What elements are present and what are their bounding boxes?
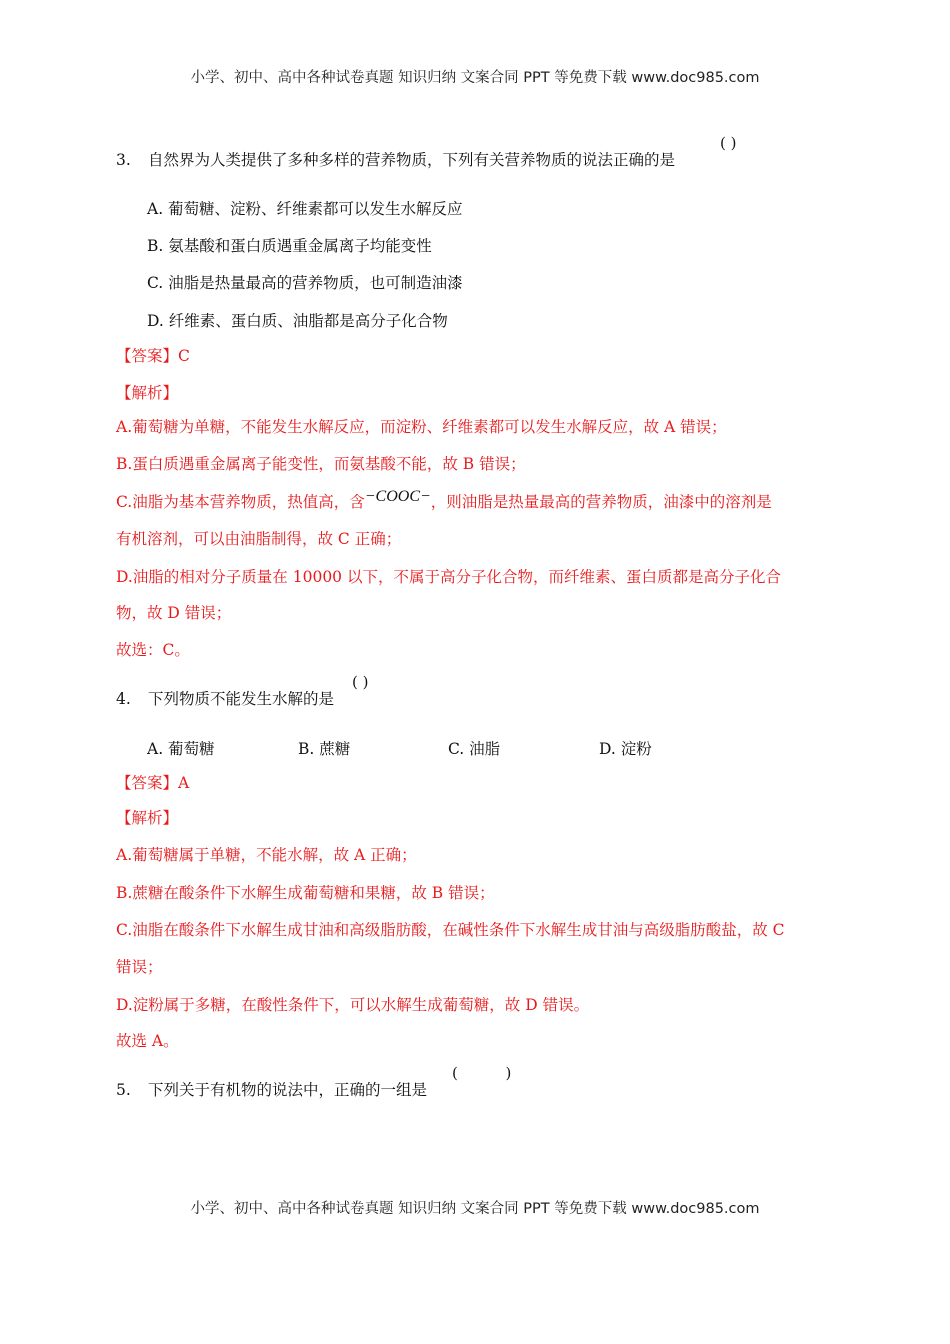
analysis-line: D.淀粉属于多糖，在酸性条件下，可以水解生成葡萄糖，故 D 错误。 [116,996,590,1014]
analysis-conclusion: 故选 A。 [116,1032,179,1050]
option-a: A. 葡萄糖、淀粉、纤维素都可以发生水解反应 [147,200,463,218]
answer-label: 【答案】A [116,774,190,792]
analysis-line: 物，故 D 错误； [116,604,232,622]
question-number: 5. [116,1081,131,1099]
option-b: B. 蔗糖 [298,740,351,758]
answer-paren: ( ) [452,1064,512,1082]
option-d: D. 纤维素、蛋白质、油脂都是高分子化合物 [147,312,448,330]
analysis-line: 错误； [116,958,163,976]
question-5-stem [116,1080,427,1100]
option-c: C. 油脂 [448,740,501,758]
option-c: C. 油脂是热量最高的营养物质，也可制造油漆 [147,274,463,292]
page-footer: 小学、初中、高中各种试卷真题 知识归纳 文案合同 PPT 等免费下载 www.doc985.com [190,1201,760,1217]
analysis-label: 【解析】 [116,384,179,402]
analysis-line: C.油脂在酸条件下水解生成甘油和高级脂肪酸，在碱性条件下水解生成甘油与高级脂肪酸盐，故 C [116,921,785,939]
answer-label: 【答案】C [116,347,190,365]
option-b: B. 氨基酸和蛋白质遇重金属离子均能变性 [147,237,432,255]
answer-paren: ( ) [352,673,369,691]
question-text: 下列关于有机物的说法中，正确的一组是 [148,1081,428,1099]
question-text: 下列物质不能发生水解的是 [148,690,335,708]
analysis-line: 有机溶剂，可以由油脂制得，故 C 正确； [116,530,402,548]
question-3-stem [116,150,675,170]
analysis-line: A.葡萄糖属于单糖，不能水解，故 A 正确； [116,846,417,864]
question-number: 4. [116,690,131,708]
analysis-line: D.油脂的相对分子质量在 10000 以下，不属于高分子化合物，而纤维素、蛋白质都是高分子化合 [116,568,781,586]
analysis-line: B.蛋白质遇重金属离子能变性，而氨基酸不能，故 B 错误； [116,455,526,473]
question-text: 自然界为人类提供了多种多样的营养物质，下列有关营养物质的说法正确的是 [148,151,676,169]
analysis-text: C.油脂为基本营养物质，热值高，含 [116,493,365,511]
analysis-line: B.蔗糖在酸条件下水解生成葡萄糖和果糖，故 B 错误； [116,884,495,902]
question-number: 3. [116,151,131,169]
analysis-label: 【解析】 [116,809,179,827]
chemical-formula: −COOC− [364,488,431,505]
answer-paren: ( ) [720,134,737,152]
option-d: D. 淀粉 [599,740,652,758]
analysis-line [116,488,772,513]
analysis-line: A.葡萄糖为单糖，不能发生水解反应，而淀粉、纤维素都可以发生水解反应，故 A 错误； [116,418,727,436]
analysis-text: ，则油脂是热量最高的营养物质，油漆中的溶剂是 [430,493,772,511]
question-4-stem [116,689,334,709]
page-header: 小学、初中、高中各种试卷真题 知识归纳 文案合同 PPT 等免费下载 www.doc985.com [190,70,760,86]
analysis-conclusion: 故选：C。 [116,641,190,659]
option-a: A. 葡萄糖 [147,740,215,758]
